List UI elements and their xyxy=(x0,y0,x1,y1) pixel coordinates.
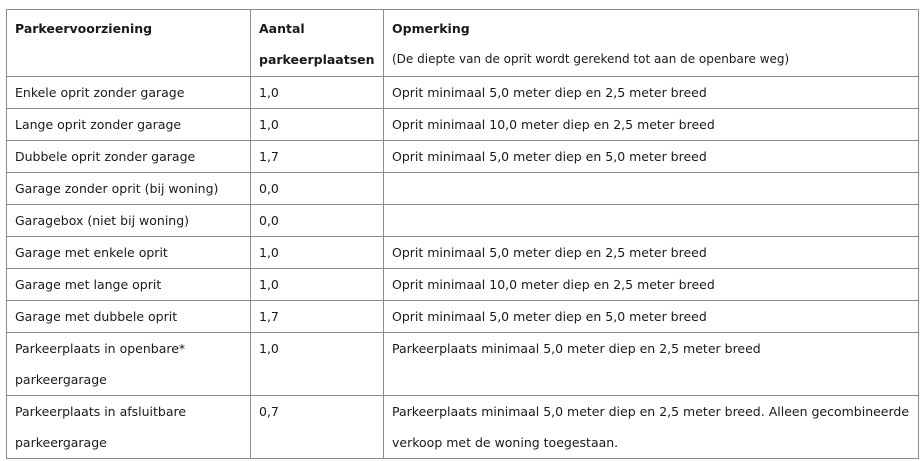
cell-aantal: 0,0 xyxy=(251,173,384,205)
cell-opmerking: Oprit minimaal 5,0 meter diep en 2,5 meter breed xyxy=(384,237,919,269)
cell-aantal: 1,0 xyxy=(251,269,384,301)
cell-voorziening: Enkele oprit zonder garage xyxy=(7,77,251,109)
table-row xyxy=(7,141,919,173)
header-col2-line2: parkeerplaatsen xyxy=(259,52,375,67)
header-aantal xyxy=(251,10,384,77)
cell-aantal: 1,0 xyxy=(251,237,384,269)
cell-voorziening xyxy=(7,396,251,459)
cell-voorziening: Dubbele oprit zonder garage xyxy=(7,141,251,173)
cell-opmerking xyxy=(384,205,919,237)
cell-voorziening-line2: parkeergarage xyxy=(15,435,107,450)
cell-aantal: 1,0 xyxy=(251,333,384,396)
cell-aantal: 1,7 xyxy=(251,301,384,333)
cell-opmerking-line2: verkoop met de woning toegestaan. xyxy=(392,435,619,450)
table-row xyxy=(7,269,919,301)
cell-opmerking: Oprit minimaal 5,0 meter diep en 5,0 meter breed xyxy=(384,141,919,173)
table-row xyxy=(7,333,919,396)
header-col2-line1: Aantal xyxy=(259,21,305,36)
cell-voorziening-line1: Parkeerplaats in openbare* xyxy=(15,341,186,356)
header-parkeervoorziening xyxy=(7,10,251,77)
cell-opmerking xyxy=(384,333,919,396)
cell-opmerking-line1: Parkeerplaats minimaal 5,0 meter diep en 2,5 meter breed xyxy=(392,341,761,356)
cell-voorziening: Garagebox (niet bij woning) xyxy=(7,205,251,237)
table-row xyxy=(7,173,919,205)
cell-voorziening: Garage met dubbele oprit xyxy=(7,301,251,333)
cell-opmerking: Oprit minimaal 10,0 meter diep en 2,5 meter breed xyxy=(384,269,919,301)
table-row xyxy=(7,396,919,459)
cell-aantal: 1,0 xyxy=(251,109,384,141)
cell-opmerking: Oprit minimaal 5,0 meter diep en 2,5 meter breed xyxy=(384,77,919,109)
cell-opmerking xyxy=(384,396,919,459)
table-row xyxy=(7,205,919,237)
header-col1-label: Parkeervoorziening xyxy=(15,21,153,36)
header-col3-title: Opmerking xyxy=(392,21,470,36)
cell-aantal: 1,0 xyxy=(251,77,384,109)
cell-opmerking-line1: Parkeerplaats minimaal 5,0 meter diep en 2,5 meter breed. Alleen gecombineerde xyxy=(392,404,910,419)
header-opmerking xyxy=(384,10,919,77)
parking-norms-table xyxy=(6,9,919,459)
cell-voorziening: Garage met lange oprit xyxy=(7,269,251,301)
table-row xyxy=(7,77,919,109)
table-row xyxy=(7,109,919,141)
cell-aantal: 0,7 xyxy=(251,396,384,459)
cell-voorziening: Garage zonder oprit (bij woning) xyxy=(7,173,251,205)
cell-aantal: 1,7 xyxy=(251,141,384,173)
cell-voorziening-line1: Parkeerplaats in afsluitbare xyxy=(15,404,187,419)
cell-opmerking: Oprit minimaal 5,0 meter diep en 5,0 meter breed xyxy=(384,301,919,333)
cell-voorziening: Lange oprit zonder garage xyxy=(7,109,251,141)
header-col3-subtitle: (De diepte van de oprit wordt gerekend tot aan de openbare weg) xyxy=(392,52,790,66)
cell-opmerking: Oprit minimaal 10,0 meter diep en 2,5 meter breed xyxy=(384,109,919,141)
table-header-row xyxy=(7,10,919,77)
table-row xyxy=(7,301,919,333)
cell-voorziening xyxy=(7,333,251,396)
cell-aantal: 0,0 xyxy=(251,205,384,237)
cell-opmerking xyxy=(384,173,919,205)
cell-voorziening: Garage met enkele oprit xyxy=(7,237,251,269)
cell-voorziening-line2: parkeergarage xyxy=(15,372,107,387)
table-row xyxy=(7,237,919,269)
